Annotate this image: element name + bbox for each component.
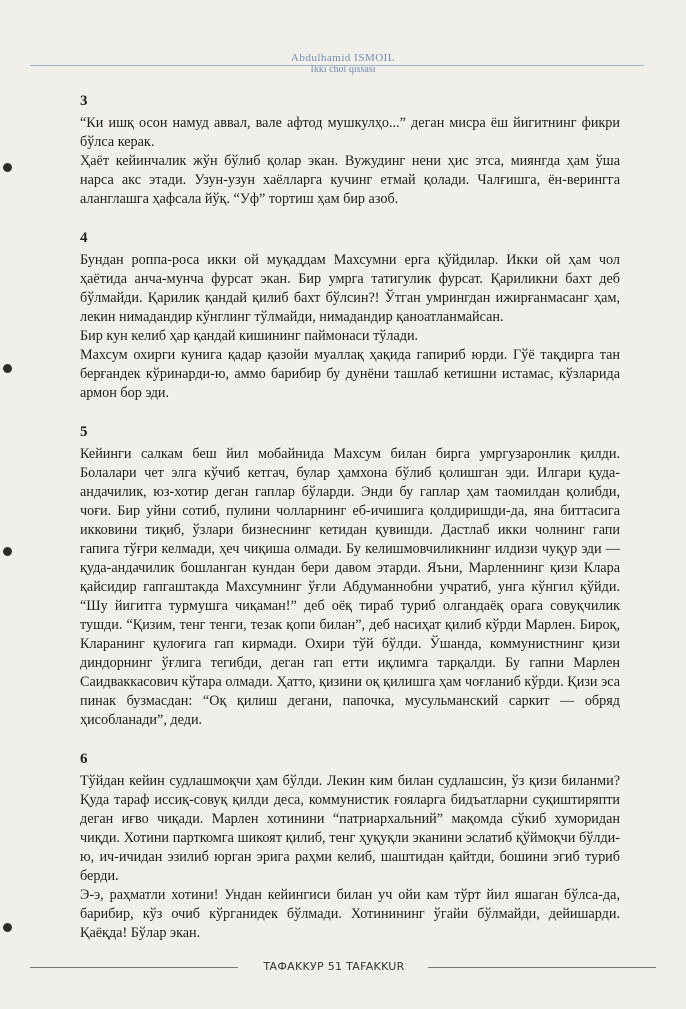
section-5: [80, 423, 620, 730]
paragraph: Тўйдан кейин судлашмоқчи ҳам бўлди. Лекин ким билан судлашсин, ўз қизи биланми? Қуда тараф иссиқ-совуқ қилди деса, коммунистик ғояларга бидъатларни суқиштиряпти деган иғво чиқади. Марлен хотинини “патриархальний” мақомда сўкиб хуморидан чиқди. Хотини парткомга шикоят қилиб, тенг ҳуқуқли эканини эслатиб қўймоқчи бўлди-ю, ич-ичидан эзилиб юрган эрига раҳми келиб, шаштидан қайтди, бошини эгиб туриб берди.: [80, 773, 620, 884]
header-rule: [30, 65, 644, 66]
footer-rule-left: [30, 967, 238, 968]
section-3: [80, 92, 620, 209]
paragraph: Бир кун келиб ҳар қандай кишининг паймонаси тўлади.: [80, 328, 419, 344]
binder-hole-icon: [3, 923, 12, 932]
paragraph: Ҳаёт кейинчалик жўн бўлиб қолар экан. Вужудинг нени ҳис этса, миянгда ҳам ўша нарса акс этади. Узун-узун хаёлларга кучинг етмай қолади. Чалғишга, ён-верингга аланглашга ҳафсала йўқ. “Уф” тортиш ҳам бир азоб.: [80, 153, 620, 207]
section-4: [80, 229, 620, 403]
footer-rule-right: [428, 967, 656, 968]
binder-hole-icon: [3, 163, 12, 172]
binder-hole-icon: [3, 364, 12, 373]
binder-hole-icon: [3, 547, 12, 556]
section-number: 5: [80, 424, 88, 440]
paragraph: Бундан роппа-роса икки ой муқаддам Махсумни ерга қўйдилар. Икки ой ҳам чол ҳаётида анча-мунча фурсат экан. Бир умрга татигулик фурсат. Қариликни бахт деб бўлмайди. Қарилик қандай қилиб бахт бўлсин?! Ўтган умрингдан ижирғанмасанг ҳам, лекин нимадандир кўнглинг тўлмайди, нимадандир қаноатланмайсан.: [80, 252, 620, 325]
paragraph: “Ки ишқ осон намуд аввал, вале афтод мушкулҳо...” деган мисра ёш йигитнинг фикри бўлса керак.: [80, 115, 620, 150]
running-head: [0, 52, 686, 76]
running-head-author: Abdulhamid ISMOIL: [290, 52, 396, 64]
paragraph: Махсум охирги кунига қадар қазойи муаллақ ҳақида гапириб юрди. Гўё тақдирга тан берғандек кўринарди-ю, аммо барибир бу дунёни ташлаб кетишни истамас, кўзларида армон бор эди.: [80, 347, 620, 401]
page-footer: [30, 960, 656, 976]
section-number: 4: [80, 230, 88, 246]
running-head-book-title: Ikki chol qissasi: [310, 64, 376, 75]
page-text: [80, 92, 620, 963]
footer-label: TAФAKKУP 51 TAFAKKUR: [263, 960, 405, 973]
section-number: 3: [80, 93, 88, 109]
paragraph: Кейинги салкам беш йил мобайнида Махсум билан бирга умргузаронлик қилди. Болалари чет элга кўчиб кетгач, булар ҳамхона бўлиб қолишган эди. Илгари қуда-андачилик, юз-хотир деган гаплар бўларди. Энди бу гаплар ҳам таомилдан қолибди, чоғи. Бир уйни сотиб, пулини чолларнинг еб-ичишига қолдиришди-да, яна биттасига икковини тиқиб, ўзлари бизнеснинг кетидан қувишди. Дастлаб икки чолнинг гапи гапига тўғри келмади, ҳеч чиқиша олмади. Бу келишмовчиликнинг илдизи чуқур эди — қуда-андачилик бошланган кундан бери давом этарди. Яъни, Марленнинг қизи Клара қайсидир гапгаштакда Махсумнинг ўғли Абдуманнобни учратиб, унга кўнгил қўйди. “Шу йигитга турмушга чиқаман!” деб оёқ тираб туриб олгандаёқ орага совуқчилик тушди. “Қизим, тенг тенги, тезак қопи билан”, деб насиҳат қилиб кўрди Марлен. Бироқ, Кларанинг қулоғига гап кирмади. Охири тўй бўлди. Ўшанда, коммунистнинг қизи диндорнинг ўғлига тегибди, деган гап етти иқлимга тарқалди. Бу гапни Марлен Саидваккасович кўтара олмади. Ҳатто, қизини оқ қилишга ҳам чоғланиб кўрди. Қизи эса пинак бузмасдан: “Оқ қилиш дегани, папочка, мусульманский саркит — обряд ҳисобланади”, деди.: [80, 446, 620, 728]
section-6: [80, 750, 620, 943]
paragraph: Э-э, раҳматли хотини! Ундан кейингиси билан уч ойи кам тўрт йил яшаган бўлса-да, барибир, кўз очиб кўрганидек бўлмади. Хотинининг ўгайи бўлмайди, дейишарди. Қаёқда! Бўлар экан.: [80, 887, 620, 941]
section-number: 6: [80, 751, 88, 767]
